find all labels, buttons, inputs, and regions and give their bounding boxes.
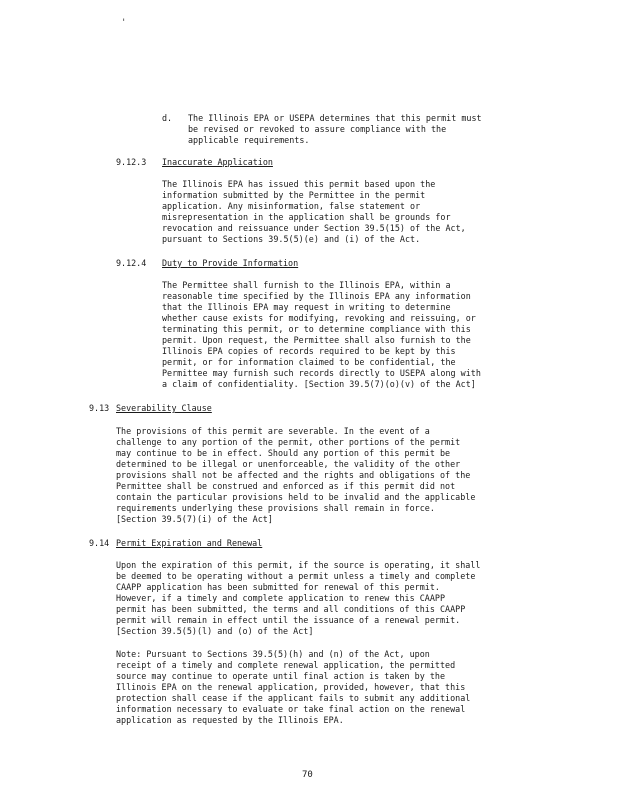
text-line: information necessary to evaluate or take final action on the renewal <box>116 704 466 714</box>
text-line: application as requested by the Illinois EPA. <box>116 715 344 725</box>
text-line: protection shall cease if the applicant fails to submit any additional <box>116 693 471 703</box>
text-line: that the Illinois EPA may request in writing to determine <box>162 302 451 312</box>
text-line: receipt of a timely and complete renewal application, the permitted <box>116 660 456 670</box>
text-line: challenge to any portion of the permit, other portions of the permit <box>116 437 461 447</box>
text-line: terminating this permit, or to determine compliance with this <box>162 324 471 334</box>
text-line: revocation and reissuance under Section 39.5(15) of the Act, <box>162 223 466 233</box>
section-heading: Duty to Provide Information <box>162 258 299 268</box>
text-line: The Illinois EPA has issued this permit based upon the <box>162 179 436 189</box>
text-line: Note: Pursuant to Sections 39.5(5)(h) and (n) of the Act, upon <box>116 649 430 659</box>
text-line: Permittee may furnish such records directly to USEPA along with <box>162 368 481 378</box>
text-line: The Illinois EPA or USEPA determines that this permit must <box>188 113 482 123</box>
text-line: application. Any misinformation, false statement or <box>162 201 421 211</box>
text-line: applicable requirements. <box>188 135 310 145</box>
text-line: permit. Upon request, the Permittee shall also furnish to the <box>162 335 471 345</box>
section-heading: Severability Clause <box>116 403 212 413</box>
text-line: However, if a timely and complete application to renew this CAAPP <box>116 593 446 603</box>
text-line: CAAPP application has been submitted for renewal of this permit. <box>116 582 440 592</box>
text-line: permit will remain in effect until the issuance of a renewal permit. <box>116 615 461 625</box>
text-line: permit, or for information claimed to be confidential, the <box>162 357 456 367</box>
text-line: Permittee shall be construed and enforced as if this permit did not <box>116 481 456 491</box>
section-number: 9.13 <box>89 403 110 413</box>
text-line: The Permittee shall furnish to the Illinois EPA, within a <box>162 280 451 290</box>
text-line: determined to be illegal or unenforceable, the validity of the other <box>116 459 461 469</box>
text-line: be deemed to be operating without a permit unless a timely and complete <box>116 571 476 581</box>
text-line: misrepresentation in the application shall be grounds for <box>162 212 451 222</box>
section-number: 9.12.4 <box>116 258 147 268</box>
text-line: Upon the expiration of this permit, if the source is operating, it shall <box>116 560 481 570</box>
section-number: 9.12.3 <box>116 157 147 167</box>
text-line: whether cause exists for modifying, revoking and reissuing, or <box>162 313 476 323</box>
item-d-label: d. <box>162 113 173 123</box>
page-number: 70 <box>302 770 313 780</box>
text-line: permit has been submitted, the terms and all conditions of this CAAPP <box>116 604 466 614</box>
text-line: [Section 39.5(7)(i) of the Act] <box>116 514 273 524</box>
text-line: requirements underlying these provisions shall remain in force. <box>116 503 435 513</box>
text-line: contain the particular provisions held to be invalid and the applicable <box>116 492 476 502</box>
text-line: reasonable time specified by the Illinois EPA any information <box>162 291 471 301</box>
text-line: Illinois EPA copies of records required to be kept by this <box>162 346 456 356</box>
text-line: The provisions of this permit are severable. In the event of a <box>116 426 430 436</box>
section-number: 9.14 <box>89 538 110 548</box>
text-line: pursuant to Sections 39.5(5)(e) and (i) of the Act. <box>162 234 421 244</box>
text-line: Illinois EPA on the renewal application, provided, however, that this <box>116 682 466 692</box>
text-line: source may continue to operate until final action is taken by the <box>116 671 446 681</box>
section-heading: Permit Expiration and Renewal <box>116 538 263 548</box>
text-line: [Section 39.5(5)(l) and (o) of the Act] <box>116 626 314 636</box>
text-line: be revised or revoked to assure compliance with the <box>188 124 447 134</box>
text-line: may continue to be in effect. Should any portion of this permit be <box>116 448 451 458</box>
scan-mark: ' <box>121 18 127 28</box>
text-line: a claim of confidentiality. [Section 39.5(7)(o)(v) of the Act] <box>162 379 476 389</box>
text-line: provisions shall not be affected and the rights and obligations of the <box>116 470 471 480</box>
section-heading: Inaccurate Application <box>162 157 273 167</box>
text-line: information submitted by the Permittee in the permit <box>162 190 426 200</box>
